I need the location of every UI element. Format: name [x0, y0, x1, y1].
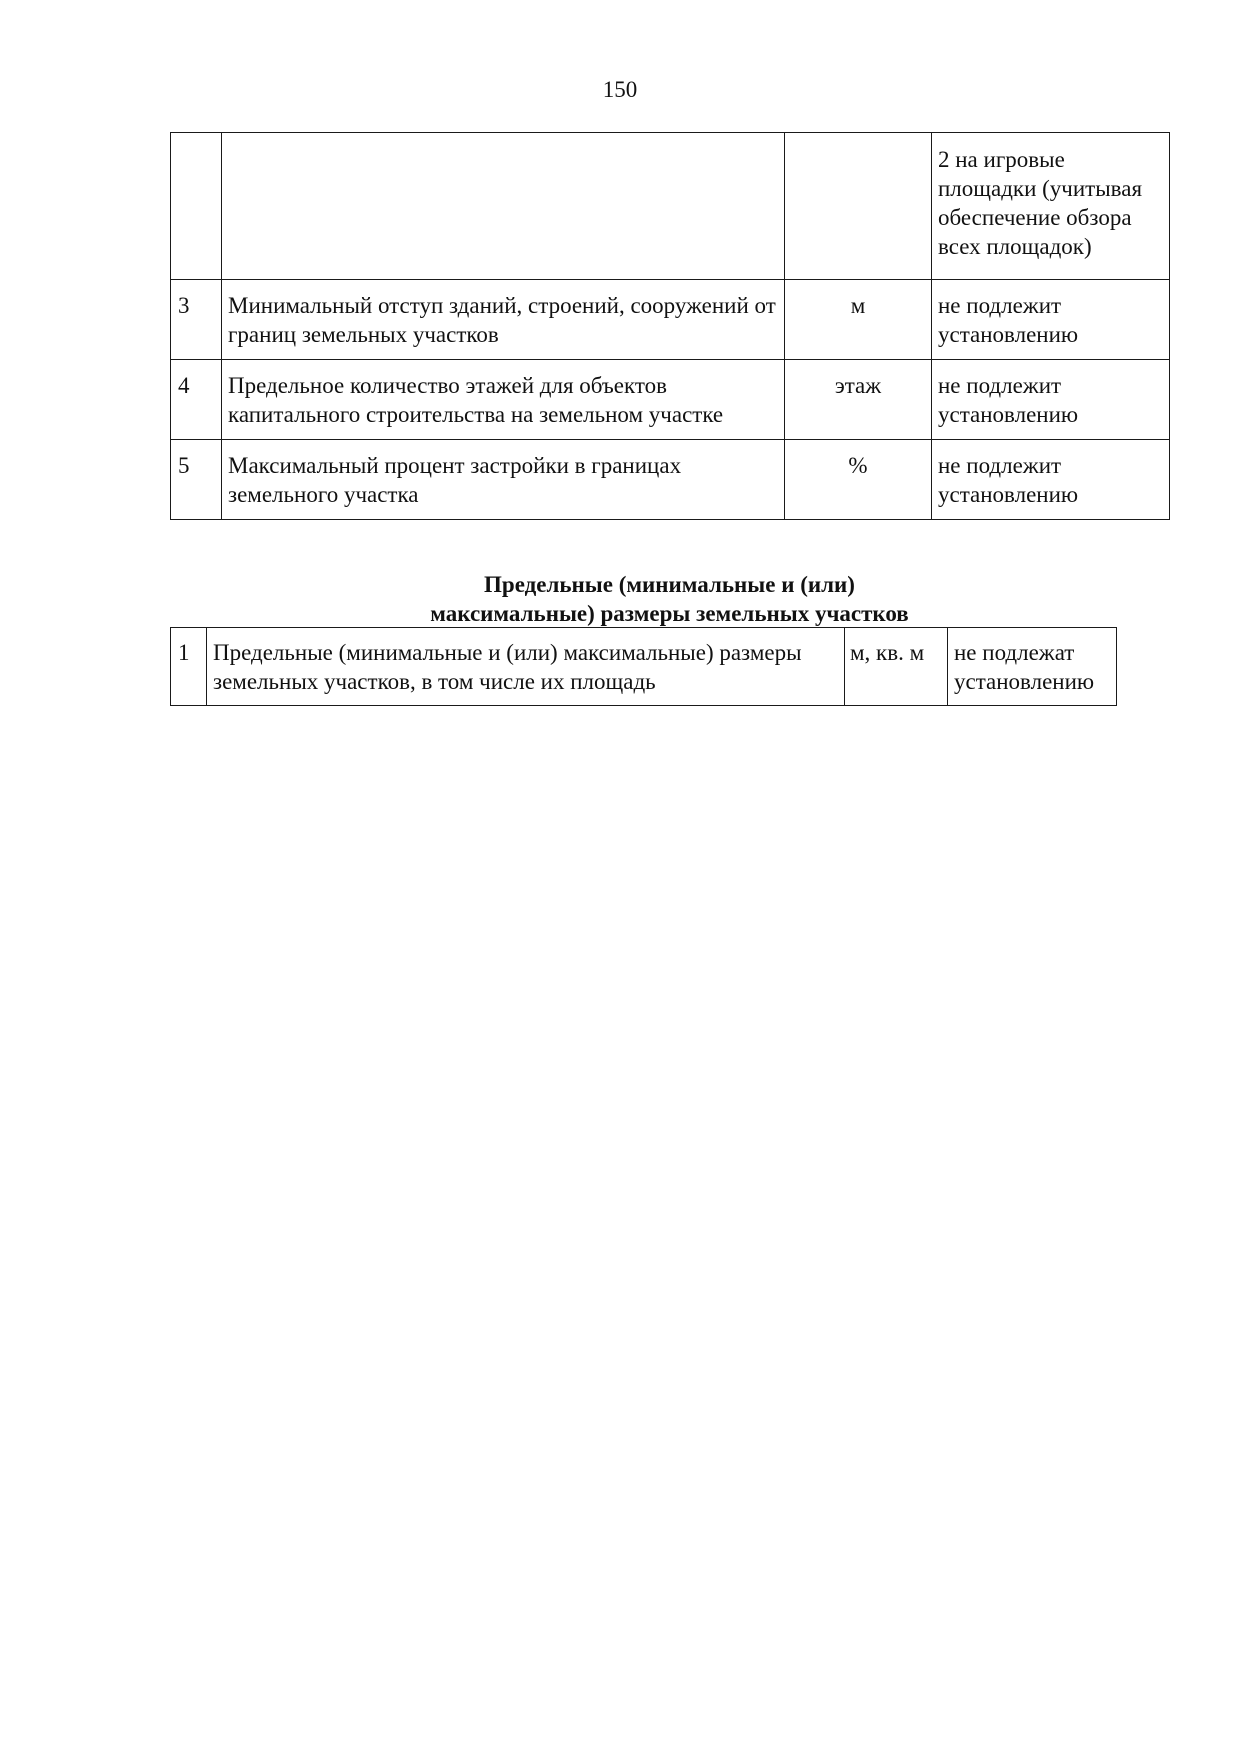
- unit-cell: м, кв. м: [845, 628, 948, 706]
- section-heading: [170, 570, 1169, 628]
- row-number-cell: 1: [171, 628, 207, 706]
- parameter-name-cell: [222, 133, 785, 280]
- unit-cell: этаж: [785, 360, 932, 440]
- parameter-name-cell: Максимальный процент застройки в границах земельного участка: [222, 440, 785, 520]
- value-cell: не подлежат установлению: [948, 628, 1117, 706]
- value-cell: не подлежит установлению: [932, 440, 1170, 520]
- table-row: [171, 280, 1170, 360]
- row-number-cell: 5: [171, 440, 222, 520]
- table-row: [171, 360, 1170, 440]
- row-number-cell: [171, 133, 222, 280]
- value-cell: не подлежит установлению: [932, 360, 1170, 440]
- table-row: [171, 133, 1170, 280]
- unit-cell: %: [785, 440, 932, 520]
- parameter-name-cell: Предельное количество этажей для объектов капитального строительства на земельном участке: [222, 360, 785, 440]
- parameter-name-cell: Минимальный отступ зданий, строений, сооружений от границ земельных участков: [222, 280, 785, 360]
- page-number: 150: [602, 77, 638, 102]
- row-number-cell: 3: [171, 280, 222, 360]
- row-number-cell: 4: [171, 360, 222, 440]
- parameter-name-cell: Предельные (минимальные и (или) максимальные) размеры земельных участков, в том числе их площадь: [207, 628, 845, 706]
- value-cell: не подлежит установлению: [932, 280, 1170, 360]
- section-heading-line-1: Предельные (минимальные и (или): [484, 572, 855, 597]
- unit-cell: [785, 133, 932, 280]
- table-row: [171, 440, 1170, 520]
- land-plot-size-table: [170, 627, 1117, 706]
- unit-cell: м: [785, 280, 932, 360]
- value-cell: 2 на игровые площадки (учитывая обеспечение обзора всех площадок): [932, 133, 1170, 280]
- section-heading-line-2: максимальные) размеры земельных участков: [430, 601, 909, 626]
- table-row: [171, 628, 1117, 706]
- parameters-table: [170, 132, 1170, 520]
